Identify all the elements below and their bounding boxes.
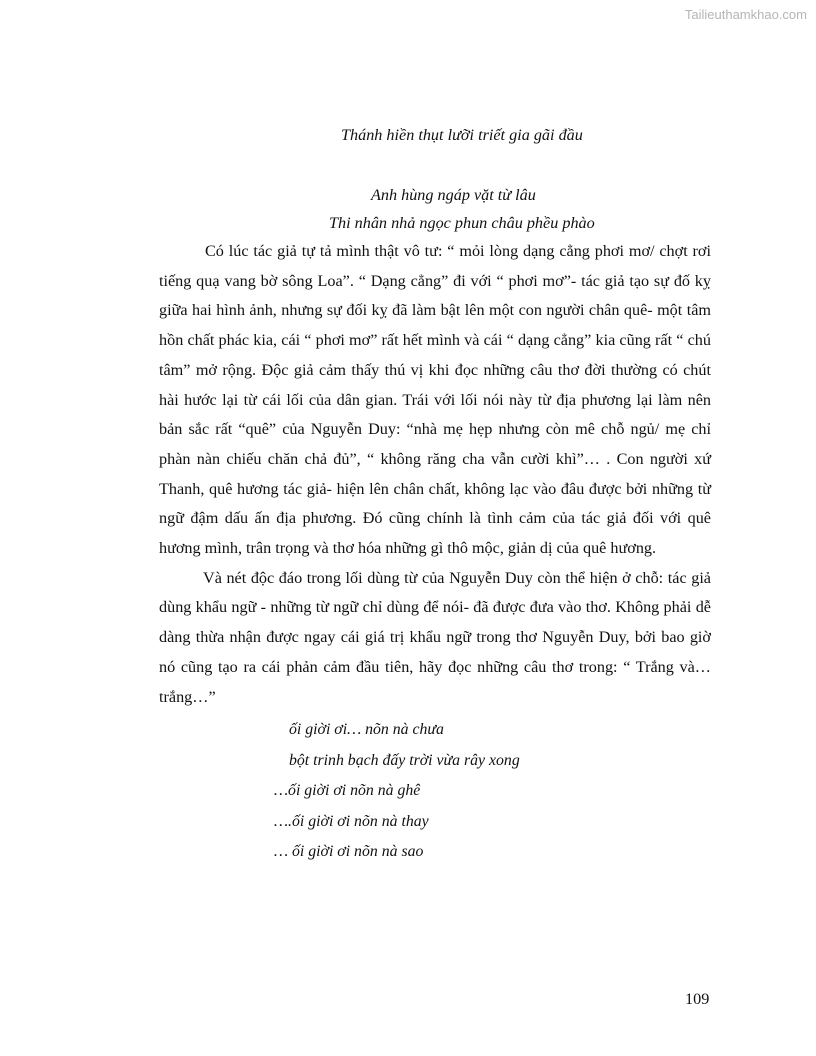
verse-line: Thánh hiền thụt lưỡi triết gia gãi đầu [341, 126, 583, 144]
poem-line: …ối giời ơi nõn nà ghê [274, 782, 421, 800]
body-paragraph: Và nét độc đáo trong lối dùng từ của Nguyễn Duy còn thể hiện ở chỗ: tác giả dùng khẩu ngữ - những từ ngữ chỉ dùng để nói- đã được đưa vào thơ. Không phải dễ dàng thừa nhận được ngay cái giá trị khẩu ngữ trong thơ Nguyễn Duy, bởi bao giờ nó cũng tạo ra cái phản cảm đầu tiên, hãy đọc những câu thơ trong: “ Trắng và… trắng…” [159, 568, 711, 706]
poem-line: ối giời ơi… nõn nà chưa [289, 721, 444, 739]
verse-line: Thi nhân nhả ngọc phun châu phều phào [329, 214, 595, 232]
poem-line: … ối giời ơi nõn nà sao [274, 843, 424, 861]
poem-line: ….ối giời ơi nõn nà thay [274, 812, 429, 830]
site-watermark: Tailieuthamkhao.com [684, 7, 807, 22]
body-paragraph: Có lúc tác giả tự tả mình thật vô tư: “ mỏi lòng dạng cẳng phơi mơ/ chợt rơi tiếng quạ vang bờ sông Loa”. “ Dạng cẳng” đi với “ phơi mơ”- tác giả tạo sự đố kỵ giữa hai hình ảnh, nhưng sự đối kỵ đã làm bật lên một con người chân quê- một tâm hồn chất phác kia, cái “ phơi mơ” rất hết mình và cái “ dạng cẳng” kia cũng rất “ chú tâm” mở rộng. Độc giả cảm thấy thú vị khi đọc những câu thơ đời thường có chút hài hước lại từ cái lối của dân gian. Trái với lối nói này từ địa phương lại làm nên bản sắc rất “quê” của Nguyễn Duy: “nhà mẹ hẹp nhưng còn mê chỗ ngủ/ mẹ chỉ phàn nàn chiếu chăn chả đủ”, “ không răng cha vẫn cười khì”… . Con người xứ Thanh, quê hương tác giả- hiện lên chân chất, không lạc vào đâu được bởi những từ ngữ đậm dấu ấn địa phương. Đó cũng chính là tình cảm của tác giả đối với quê hương mình, trân trọng và thơ hóa những gì thô mộc, giản dị của quê hương. [159, 242, 711, 558]
poem-line: bột trinh bạch đấy trời vừa rây xong [289, 751, 520, 769]
page-number: 109 [685, 990, 710, 1008]
page-content [159, 120, 711, 868]
verse-line: Anh hùng ngáp vặt từ lâu [371, 186, 536, 204]
poem-excerpt [274, 715, 711, 868]
